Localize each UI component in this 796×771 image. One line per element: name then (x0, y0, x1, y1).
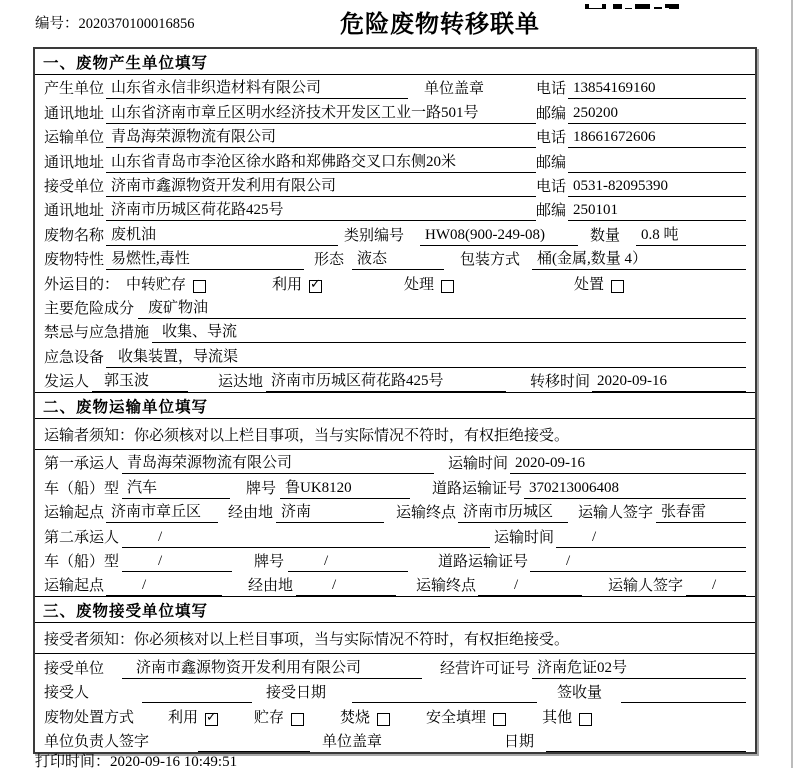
purpose-treat-label: 处理 (404, 276, 435, 293)
route2-sign-value: / (686, 577, 746, 596)
waste-name-value: 废机油 (106, 223, 338, 246)
receiver-address-label: 通讯地址 (44, 203, 105, 220)
waste-character-label: 废物特性 (44, 252, 105, 269)
route2-sign-label: 运输人签字 (608, 578, 684, 595)
route2-origin-label: 运输起点 (44, 578, 105, 595)
waste-character-value: 易燃性,毒性 (106, 247, 304, 270)
purpose-transfer-storage-checkbox (193, 280, 206, 293)
operating-license-label: 经营许可证号 (440, 660, 531, 677)
second-carrier-label: 第二承运人 (44, 529, 120, 546)
transporter-zip-value (568, 156, 746, 173)
operating-license-value: 济南危证02号 (532, 656, 746, 679)
receive-date-value (352, 686, 537, 703)
producer-unit-row (35, 75, 755, 99)
producer-phone-label: 电话 (536, 81, 567, 98)
route1-origin-value: 济南市章丘区 (106, 500, 218, 523)
shipper-row (35, 368, 755, 392)
plate2-value: / (288, 553, 408, 572)
disposal-store-label: 贮存 (254, 709, 285, 726)
route1-origin-label: 运输起点 (44, 505, 105, 522)
section-receive (35, 596, 755, 752)
destination-label: 运达地 (218, 374, 264, 391)
transport-time1-value: 2020-09-16 (510, 455, 746, 474)
route1-row (35, 499, 755, 523)
transporter-address-row (35, 148, 755, 172)
transfer-time-value: 2020-09-16 (592, 373, 746, 392)
disposal-method-label: 废物处置方式 (44, 709, 135, 726)
section2-heading: 二、废物运输单位填写 (35, 393, 755, 419)
route1-end-label: 运输终点 (396, 505, 457, 522)
purpose-utilize-label: 利用 (272, 276, 303, 293)
route2-origin-value: / (106, 577, 222, 596)
second-carrier-row (35, 523, 755, 547)
producer-address-label: 通讯地址 (44, 105, 105, 122)
vehicle2-row (35, 548, 755, 572)
receiver-unit-value: 济南市鑫源物资开发利用有限公司 (106, 174, 536, 197)
producer-unit-label: 产生单位 (44, 81, 105, 98)
receiver-unit-row (35, 173, 755, 197)
date-label: 日期 (504, 733, 535, 750)
purpose-transfer-storage-label: 中转贮存 (126, 276, 187, 293)
vehicle1-row (35, 474, 755, 498)
receive-unit-value: 济南市鑫源物资开发利用有限公司 (122, 656, 422, 679)
section-producer (35, 49, 755, 392)
emergency-equipment-label: 应急设备 (44, 349, 105, 366)
waste-form-label: 形态 (314, 252, 345, 269)
plate1-value: 鲁UK8120 (280, 476, 410, 499)
transporter-unit-row (35, 124, 755, 148)
waste-category-label: 类别编号 (344, 227, 405, 244)
disposal-store-checkbox (291, 713, 304, 726)
producer-address-value: 山东省济南市章丘区明水经济技术开发区工业一路501号 (106, 101, 536, 124)
route1-via-value: 济南 (276, 500, 384, 523)
disposal-incinerate-label: 焚烧 (340, 709, 371, 726)
transport-time2-label: 运输时间 (494, 529, 555, 546)
receive-unit-row (35, 654, 755, 678)
date-value (546, 735, 746, 752)
transfer-time-label: 转移时间 (530, 374, 591, 391)
purpose-dispose-label: 处置 (574, 276, 605, 293)
route1-via-label: 经由地 (228, 505, 274, 522)
route2-end-value: / (478, 577, 582, 596)
qr-code-fragment-icon (585, 0, 681, 9)
print-time-label: 打印时间： (35, 754, 111, 770)
plate1-label: 牌号 (246, 480, 277, 497)
transporter-address-value: 山东省青岛市李沧区徐水路和郑佛路交叉口东侧20米 (106, 150, 536, 173)
shipper-value: 郭玉波 (92, 369, 188, 392)
serial-label: 编号： (35, 16, 79, 32)
road-license1-label: 道路运输证号 (432, 480, 523, 497)
purpose-option-utilize (272, 273, 322, 295)
waste-name-row (35, 221, 755, 245)
section3-heading: 三、废物接受单位填写 (35, 597, 755, 623)
disposal-option-other (542, 706, 592, 728)
emergency-measures-value: 收集、导流 (152, 320, 746, 343)
transfer-form (33, 47, 757, 754)
purpose-option-treat (404, 273, 454, 295)
packing-method-value: 桶(金属,数量 4） (532, 247, 746, 270)
road-license2-label: 道路运输证号 (438, 554, 529, 571)
disposal-method-row (35, 703, 755, 727)
receiver-phone-value: 0531-82095390 (568, 178, 746, 197)
shipper-label: 发运人 (44, 374, 90, 391)
producer-seal-label: 单位盖章 (424, 81, 485, 98)
purpose-dispose-checkbox (611, 280, 624, 293)
route2-row (35, 572, 755, 596)
first-carrier-row (35, 450, 755, 474)
packing-method-label: 包装方式 (460, 252, 521, 269)
transporter-phone-value: 18661672606 (568, 129, 746, 148)
second-carrier-value: / (122, 529, 490, 548)
emergency-equipment-row (35, 343, 755, 367)
purpose-treat-checkbox (441, 280, 454, 293)
page-title: 危险废物转移联单 (340, 11, 540, 38)
route1-end-value: 济南市历城区 (458, 500, 568, 523)
transport-time2-value: / (556, 529, 746, 548)
plate2-label: 牌号 (254, 554, 285, 571)
receive-person-row (35, 679, 755, 703)
transport-time1-label: 运输时间 (448, 456, 509, 473)
responsible-signature-label: 单位负责人签字 (44, 733, 150, 750)
vehicle-type2-value: / (122, 553, 232, 572)
receiver-address-value: 济南市历城区荷花路425号 (106, 198, 536, 221)
emergency-measures-row (35, 319, 755, 343)
disposal-landfill-checkbox (493, 713, 506, 726)
waste-character-row (35, 246, 755, 270)
route2-via-label: 经由地 (248, 578, 294, 595)
transport-notice: 运输者须知：你必须核对以上栏目事项，当与实际情况不符时，有权拒绝接受。 (35, 419, 755, 450)
disposal-option-utilize (168, 706, 218, 728)
outbound-purpose-label: 外运目的： (44, 276, 120, 293)
producer-address-row (35, 99, 755, 123)
disposal-utilize-checkbox (205, 713, 218, 726)
section1-heading: 一、废物产生单位填写 (35, 49, 755, 75)
transporter-zip-label: 邮编 (536, 154, 567, 171)
receiver-address-row (35, 197, 755, 221)
disposal-option-store (254, 706, 304, 728)
producer-zip-value: 250200 (568, 105, 746, 124)
first-carrier-value: 青岛海荣源物流有限公司 (122, 451, 434, 474)
outbound-purpose-row (35, 270, 755, 294)
waste-name-label: 废物名称 (44, 227, 105, 244)
signed-amount-label: 签收量 (557, 685, 603, 702)
receiver-zip-label: 邮编 (536, 203, 567, 220)
main-hazard-value: 废矿物油 (138, 296, 746, 319)
transporter-unit-value: 青岛海荣源物流有限公司 (106, 125, 536, 148)
producer-phone-value: 13854169160 (568, 80, 746, 99)
unit-seal-label: 单位盖章 (322, 733, 383, 750)
route2-via-value: / (296, 577, 396, 596)
purpose-option-dispose (574, 273, 624, 295)
disposal-incinerate-checkbox (377, 713, 390, 726)
producer-zip-label: 邮编 (536, 105, 567, 122)
disposal-option-incinerate (340, 706, 390, 728)
responsible-signature-row (35, 728, 755, 752)
receiver-unit-label: 接受单位 (44, 178, 105, 195)
receive-date-label: 接受日期 (266, 685, 327, 702)
receive-person-value (142, 686, 252, 703)
disposal-option-landfill (426, 706, 506, 728)
transporter-address-label: 通讯地址 (44, 154, 105, 171)
section-transport (35, 392, 755, 596)
first-carrier-label: 第一承运人 (44, 456, 120, 473)
serial-value: 2020370100016856 (78, 16, 195, 32)
road-license1-value: 370213006408 (524, 480, 746, 499)
disposal-utilize-label: 利用 (168, 709, 199, 726)
producer-unit-value: 山东省永信非织造材料有限公司 (106, 76, 408, 99)
receive-unit-label: 接受单位 (44, 660, 105, 677)
disposal-landfill-label: 安全填埋 (426, 709, 487, 726)
receiver-zip-value: 250101 (568, 202, 746, 221)
main-hazard-label: 主要危险成分 (44, 300, 135, 317)
disposal-other-label: 其他 (542, 709, 573, 726)
route2-end-label: 运输终点 (416, 578, 477, 595)
road-license2-value: / (530, 553, 746, 572)
transporter-phone-label: 电话 (536, 130, 567, 147)
vehicle-type2-label: 车（船）型 (44, 554, 120, 571)
waste-quantity-value: 0.8 吨 (636, 223, 746, 246)
scan-page-edge (791, 0, 793, 768)
destination-value: 济南市历城区荷花路425号 (266, 369, 506, 392)
print-time-value: 2020-09-16 10:49:51 (110, 754, 238, 770)
route1-sign-value: 张春雷 (656, 500, 746, 523)
route1-sign-label: 运输人签字 (578, 505, 654, 522)
waste-category-value: HW08(900-249-08) (420, 227, 578, 246)
emergency-measures-label: 禁忌与应急措施 (44, 325, 150, 342)
disposal-other-checkbox (579, 713, 592, 726)
waste-quantity-label: 数量 (590, 227, 621, 244)
vehicle-type1-value: 汽车 (122, 476, 230, 499)
transporter-unit-label: 运输单位 (44, 130, 105, 147)
receive-person-label: 接受人 (44, 685, 90, 702)
emergency-equipment-value: 收集装置，导流渠 (106, 345, 746, 368)
main-hazard-row (35, 295, 755, 319)
receiver-phone-label: 电话 (536, 178, 567, 195)
vehicle-type1-label: 车（船）型 (44, 480, 120, 497)
signed-amount-value (621, 686, 746, 703)
waste-form-value: 液态 (352, 247, 444, 270)
purpose-option-transfer-storage (126, 273, 206, 295)
purpose-utilize-checkbox (309, 280, 322, 293)
receive-notice: 接受者须知：你必须核对以上栏目事项，当与实际情况不符时，有权拒绝接受。 (35, 623, 755, 654)
